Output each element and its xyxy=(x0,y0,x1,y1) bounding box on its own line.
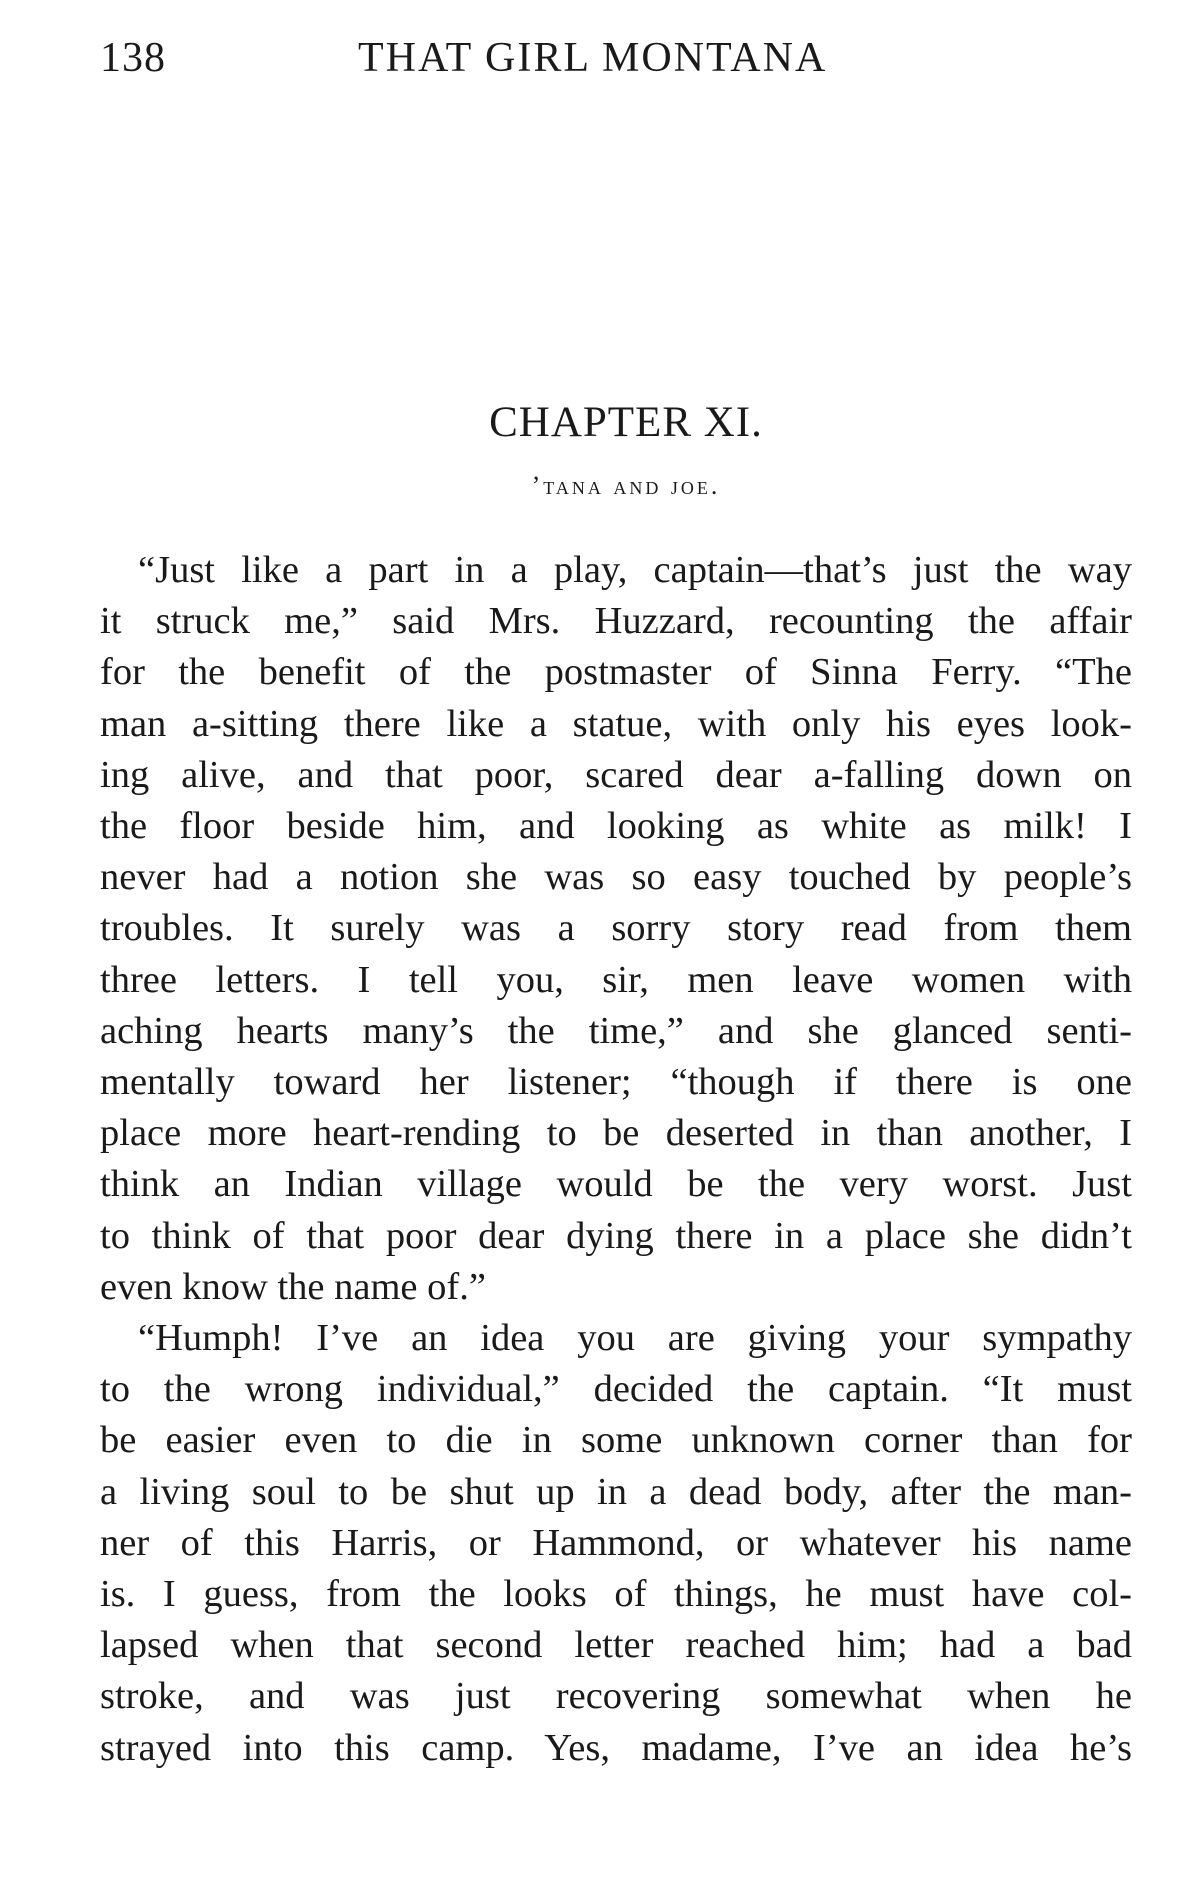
chapter-subtitle: ’tana and joe. xyxy=(531,471,721,500)
text-line: aching hearts many’s the time,” and she glanced senti- xyxy=(100,1009,1132,1052)
running-head xyxy=(100,34,1100,84)
text-line: to the wrong individual,” decided the captain. “It must xyxy=(100,1368,1132,1411)
text-line: mentally toward her listener; “though if there is one xyxy=(100,1061,1132,1104)
text-line: for the benefit of the postmaster of Sinna Ferry. “The xyxy=(100,651,1132,694)
text-line: it struck me,” said Mrs. Huzzard, recounting the affair xyxy=(100,600,1132,643)
text-line: “Humph! I’ve an idea you are giving your sympathy xyxy=(138,1317,1132,1360)
text-line: troubles. It surely was a sorry story read from them xyxy=(100,907,1132,950)
body-text xyxy=(100,545,1132,1774)
text-line: strayed into this camp. Yes, madame, I’ve an idea he’s xyxy=(100,1726,1132,1769)
chapter-title: CHAPTER XI. xyxy=(489,399,763,446)
text-line: man a-sitting there like a statue, with only his eyes look- xyxy=(100,702,1132,745)
paragraph xyxy=(100,545,1132,1313)
text-line: lapsed when that second letter reached him; had a bad xyxy=(100,1624,1132,1667)
text-line: stroke, and was just recovering somewhat when he xyxy=(100,1675,1132,1718)
text-line: think an Indian village would be the very worst. Just xyxy=(100,1163,1132,1206)
text-line: three letters. I tell you, sir, men leave women with xyxy=(100,958,1132,1001)
text-line: “Just like a part in a play, captain—that’s just the way xyxy=(138,549,1132,591)
text-line: be easier even to die in some unknown corner than for xyxy=(100,1419,1132,1462)
chapter-heading xyxy=(0,398,1192,501)
text-line: ner of this Harris, or Hammond, or whatever his name xyxy=(100,1521,1132,1564)
text-line: never had a notion she was so easy touched by people’s xyxy=(100,856,1132,899)
paragraph xyxy=(100,1313,1132,1774)
text-line: the floor beside him, and looking as white as milk! I xyxy=(100,805,1132,848)
text-line: ing alive, and that poor, scared dear a-falling down on xyxy=(100,753,1132,796)
running-title: THAT GIRL MONTANA xyxy=(358,35,828,81)
text-line: even know the name of.” xyxy=(100,1265,486,1308)
text-line: to think of that poor dear dying there in a place she didn’t xyxy=(100,1214,1132,1257)
page-number: 138 xyxy=(100,35,166,81)
text-line: place more heart-rending to be deserted in than another, I xyxy=(100,1112,1132,1155)
text-line: is. I guess, from the looks of things, he must have col- xyxy=(100,1573,1132,1616)
text-line: a living soul to be shut up in a dead body, after the man- xyxy=(100,1470,1132,1513)
